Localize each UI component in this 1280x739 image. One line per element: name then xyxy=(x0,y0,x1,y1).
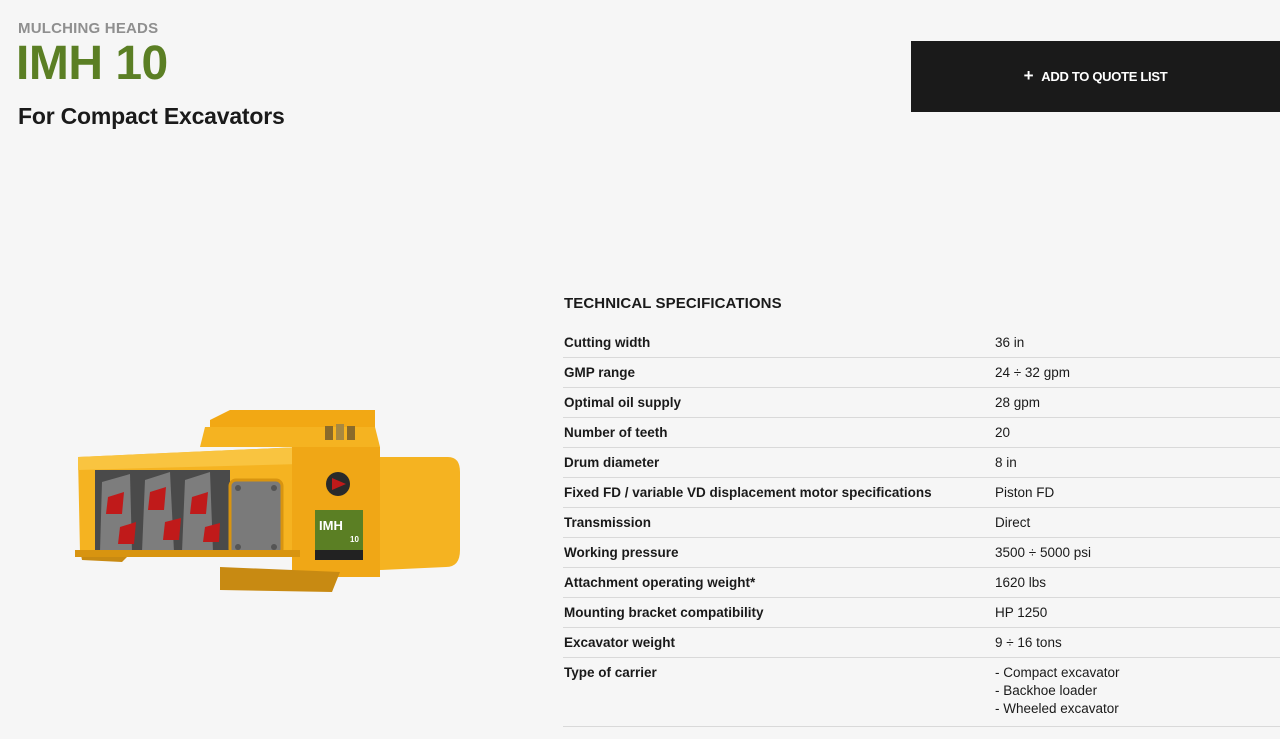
spec-label: Excavator weight xyxy=(563,628,995,658)
spec-label: Attachment operating weight* xyxy=(563,568,995,598)
carrier-type: - Backhoe loader xyxy=(995,683,1098,698)
spec-label: Optimal oil supply xyxy=(563,388,995,418)
product-image xyxy=(70,402,470,602)
table-row xyxy=(563,328,1280,358)
spec-value: 36 in xyxy=(995,328,1280,358)
spec-value: 28 gpm xyxy=(995,388,1280,418)
carrier-type: - Wheeled excavator xyxy=(995,701,1119,716)
spec-value: 20 xyxy=(995,418,1280,448)
table-row xyxy=(563,628,1280,658)
table-row xyxy=(563,358,1280,388)
table-row xyxy=(563,538,1280,568)
spec-label: Transmission xyxy=(563,508,995,538)
table-row xyxy=(563,448,1280,478)
badge-number: 10 xyxy=(350,535,359,544)
table-row xyxy=(563,508,1280,538)
product-category: MULCHING HEADS xyxy=(18,20,159,37)
specs-heading: TECHNICAL SPECIFICATIONS xyxy=(564,295,782,312)
plus-icon: + xyxy=(1023,66,1034,85)
spec-label: Number of teeth xyxy=(563,418,995,448)
spec-value: HP 1250 xyxy=(995,598,1280,628)
spec-label: Cutting width xyxy=(563,328,995,358)
spec-value: 3500 ÷ 5000 psi xyxy=(995,538,1280,568)
product-title: IMH 10 xyxy=(16,37,168,90)
spec-value xyxy=(995,658,1280,727)
spec-value: Piston FD xyxy=(995,478,1280,508)
table-row xyxy=(563,418,1280,448)
technical-specifications xyxy=(563,295,1280,727)
spec-value: 24 ÷ 32 gpm xyxy=(995,358,1280,388)
spec-label: Mounting bracket compatibility xyxy=(563,598,995,628)
spec-label: Drum diameter xyxy=(563,448,995,478)
spec-label: Working pressure xyxy=(563,538,995,568)
carrier-type: - Compact excavator xyxy=(995,665,1120,680)
badge-text: IMH xyxy=(319,518,343,533)
add-to-quote-list-label: ADD TO QUOTE LIST xyxy=(1041,69,1168,84)
spec-value: 1620 lbs xyxy=(995,568,1280,598)
table-row xyxy=(563,658,1280,727)
specs-table xyxy=(563,328,1280,727)
add-to-quote-list-button[interactable] xyxy=(911,41,1280,112)
table-row xyxy=(563,478,1280,508)
spec-label: GMP range xyxy=(563,358,995,388)
spec-value: 8 in xyxy=(995,448,1280,478)
spec-label: Fixed FD / variable VD displacement motor specifications xyxy=(563,478,995,508)
product-subtitle: For Compact Excavators xyxy=(18,103,285,129)
spec-value: Direct xyxy=(995,508,1280,538)
spec-label: Type of carrier xyxy=(563,658,995,727)
spec-value: 9 ÷ 16 tons xyxy=(995,628,1280,658)
table-row xyxy=(563,388,1280,418)
table-row xyxy=(563,568,1280,598)
table-row xyxy=(563,598,1280,628)
